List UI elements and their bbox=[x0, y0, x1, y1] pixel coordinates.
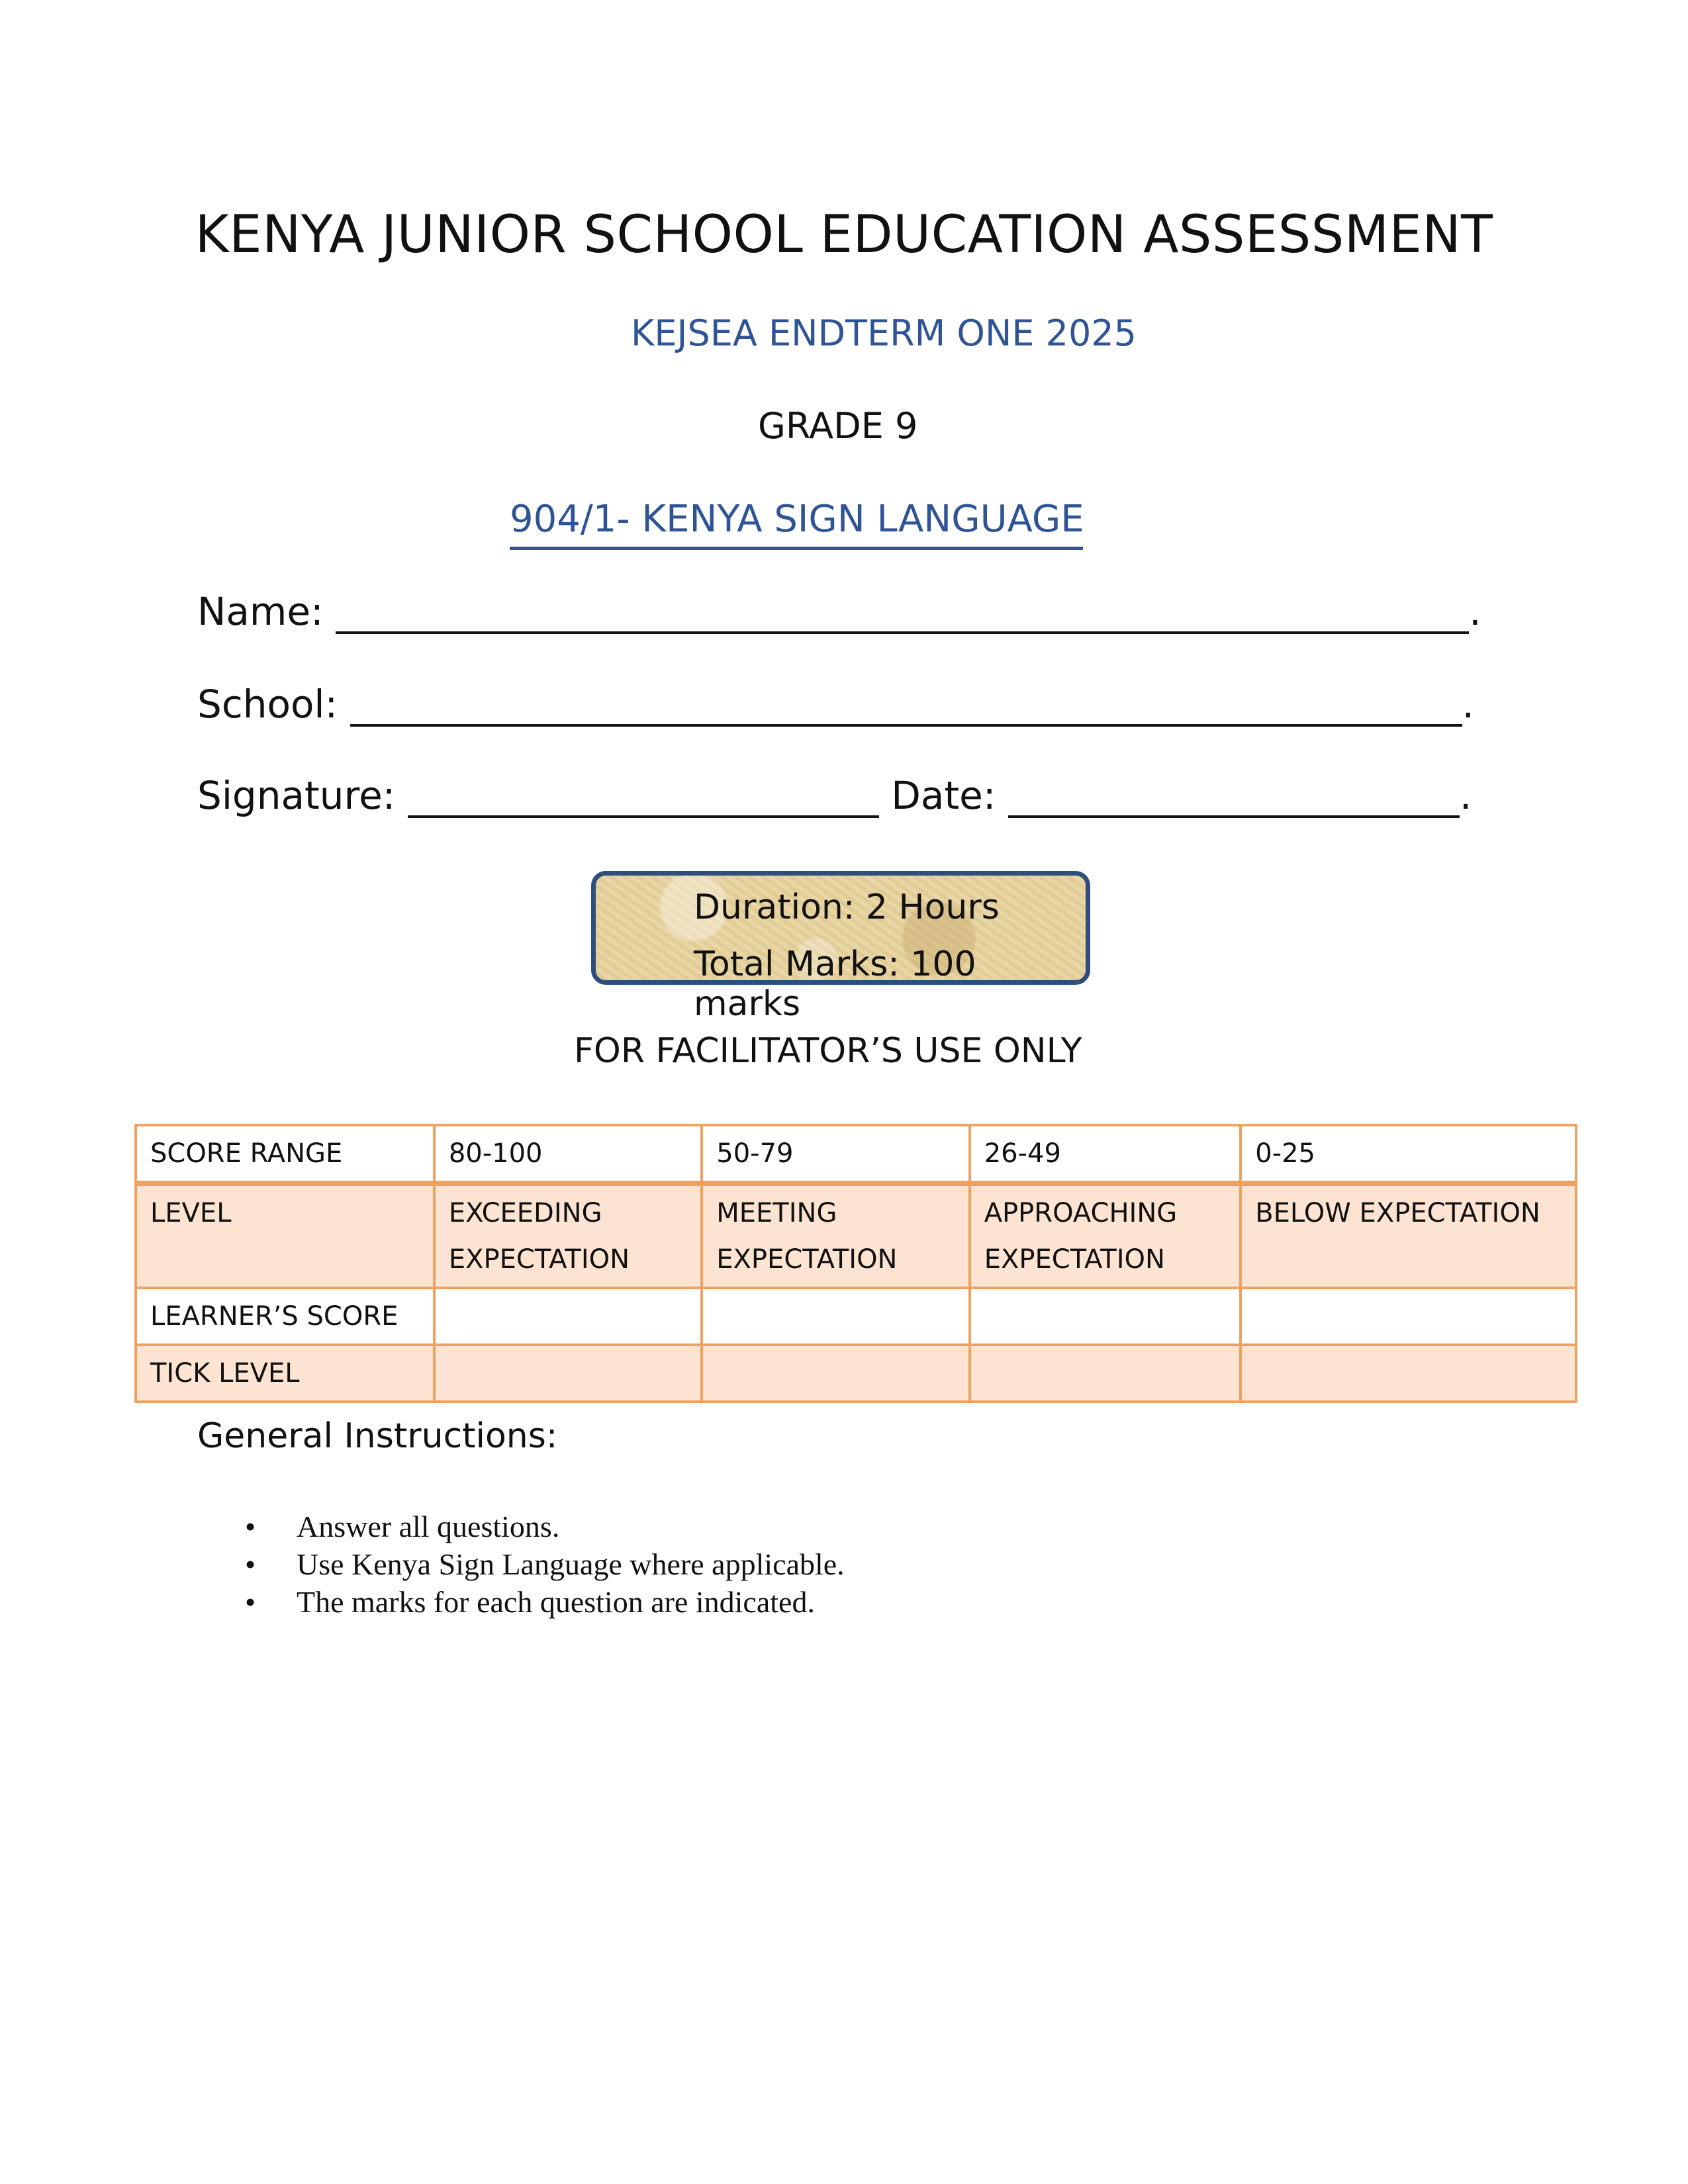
signature-label: Signature: bbox=[197, 773, 396, 818]
grade-label: GRADE 9 bbox=[758, 405, 918, 447]
total-marks-text: Total Marks: 100 marks bbox=[694, 944, 976, 1024]
paper-title-underline bbox=[510, 547, 1083, 550]
table-cell: 26-49 bbox=[970, 1125, 1241, 1183]
signature-input-line[interactable] bbox=[408, 776, 879, 818]
school-end-mark: . bbox=[1462, 682, 1474, 727]
table-cell: LEVEL bbox=[136, 1183, 434, 1288]
tick-entry-cell[interactable] bbox=[970, 1345, 1241, 1402]
tick-entry-cell[interactable] bbox=[1241, 1345, 1576, 1402]
score-entry-cell[interactable] bbox=[970, 1288, 1241, 1345]
table-row-tick-level bbox=[136, 1345, 1576, 1402]
paper-title: 904/1- KENYA SIGN LANGUAGE bbox=[510, 498, 1084, 541]
score-entry-cell[interactable] bbox=[702, 1288, 969, 1345]
date-label: Date: bbox=[891, 773, 996, 818]
exam-info-box bbox=[591, 871, 1090, 1024]
school-field-row bbox=[197, 682, 1474, 727]
table-cell: EXCEEDING EXPECTATION bbox=[434, 1183, 702, 1288]
signature-date-row bbox=[197, 773, 1472, 818]
page-title: KENYA JUNIOR SCHOOL EDUCATION ASSESSMENT bbox=[195, 205, 1493, 265]
table-cell: 80-100 bbox=[434, 1125, 702, 1183]
score-entry-cell[interactable] bbox=[434, 1288, 702, 1345]
date-end-mark: . bbox=[1459, 773, 1472, 818]
instructions-list bbox=[245, 1508, 845, 1621]
name-field-row bbox=[197, 589, 1481, 634]
tick-entry-cell[interactable] bbox=[702, 1345, 969, 1402]
list-item: • Answer all questions. bbox=[245, 1508, 845, 1545]
name-label: Name: bbox=[197, 589, 324, 634]
tick-entry-cell[interactable] bbox=[434, 1345, 702, 1402]
list-item: • Use Kenya Sign Language where applicable. bbox=[245, 1545, 845, 1583]
date-input-line[interactable] bbox=[1008, 776, 1460, 818]
table-row-score-range bbox=[136, 1125, 1576, 1183]
school-label: School: bbox=[197, 682, 338, 727]
table-cell: APPROACHING EXPECTATION bbox=[970, 1183, 1241, 1288]
name-input-line[interactable] bbox=[336, 592, 1469, 634]
school-input-line[interactable] bbox=[350, 684, 1462, 727]
table-cell: SCORE RANGE bbox=[136, 1125, 434, 1183]
table-cell: LEARNER’S SCORE bbox=[136, 1288, 434, 1345]
table-row-level bbox=[136, 1183, 1576, 1288]
table-row-learner-score bbox=[136, 1288, 1576, 1345]
exam-subtitle: KEJSEA ENDTERM ONE 2025 bbox=[631, 312, 1137, 354]
table-cell: 0-25 bbox=[1241, 1125, 1576, 1183]
name-end-mark: . bbox=[1469, 589, 1481, 634]
duration-text: Duration: 2 Hours bbox=[694, 887, 1000, 927]
score-entry-cell[interactable] bbox=[1241, 1288, 1576, 1345]
table-cell: BELOW EXPECTATION bbox=[1241, 1183, 1576, 1288]
facilitator-heading: FOR FACILITATOR’S USE ONLY bbox=[574, 1031, 1082, 1071]
instructions-heading: General Instructions: bbox=[197, 1416, 558, 1456]
table-cell: TICK LEVEL bbox=[136, 1345, 434, 1402]
list-item: • The marks for each question are indicated. bbox=[245, 1583, 845, 1621]
table-cell: 50-79 bbox=[702, 1125, 969, 1183]
table-cell: MEETING EXPECTATION bbox=[702, 1183, 969, 1288]
score-table bbox=[134, 1124, 1577, 1403]
